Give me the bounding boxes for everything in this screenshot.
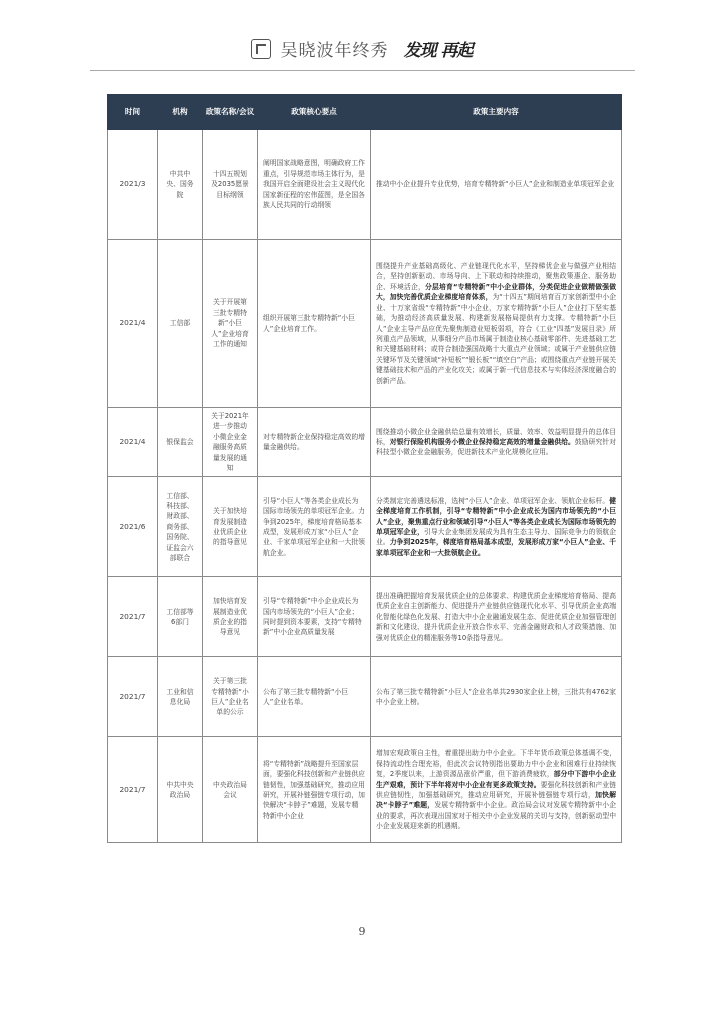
cell-org: 中共中央、国务院 xyxy=(158,130,203,240)
table-row xyxy=(108,477,622,577)
cell-date: 2021/7 xyxy=(108,657,158,737)
cell-date: 2021/4 xyxy=(108,240,158,408)
cell-policy-name: 关于第三批专精特新“小巨人”企业名单的公示 xyxy=(203,657,258,737)
cell-key-points: 将“专精特新”战略提升至国家层面，要强化科技创新和产业链供应链韧性，加强基础研究，推动应用研究，开展补链强链专项行动，加快解决“卡脖子”难题，发展专精特新中小企业 xyxy=(258,737,371,843)
column-header-key-points: 政策核心要点 xyxy=(258,95,371,130)
table-row xyxy=(108,130,622,240)
cell-org: 工业和信息化局 xyxy=(158,657,203,737)
cell-key-points: 组织开展第三批专精特新“小巨人”企业培育工作。 xyxy=(258,240,371,408)
content-text: 引导大企业集团发展成为具有生态主导力、国际竞争力的领航企业。 xyxy=(376,527,617,547)
cell-content xyxy=(371,657,622,737)
cell-org: 银保监会 xyxy=(158,408,203,477)
cell-key-points: 公布了第三批专精特新“小巨人”企业名单。 xyxy=(258,657,371,737)
table-row xyxy=(108,737,622,843)
content-text: 公布了第三批专精特新“小巨人”企业名单共2930家企业上榜，三批共有4762家中小企业上榜。 xyxy=(376,687,616,706)
content-text: 围绕推动小微企业金融供给总量有效增长，质量、效率、效益明显提升的总体目标， xyxy=(376,427,616,447)
cell-date: 2021/7 xyxy=(108,577,158,657)
cell-policy-name: 关于开展第三批专精特新“小巨人”企业培育工作的通知 xyxy=(203,240,258,408)
content-highlight: 健全梯度培育工作机制，引导“专精特新”中小企业成长为国内市场领先的“小巨人”企业，聚焦重点行业和领域引导“小巨人”等各类企业成长为国际市场领先的单项冠军企业， xyxy=(376,496,616,536)
policy-table xyxy=(107,94,622,843)
cell-key-points: 引导“专精特新”中小企业成长为国内市场领先的“小巨人”企业；同时提到资本要素，支持“专精特新”中小企业高质量发展 xyxy=(258,577,371,657)
content-text: 增加宏观政策自主性，着重提出助力中小企业。下半年货币政策总体基调不变，保持流动性合理充裕，但此次会议特别指出要助力中小企业和困难行业持续恢复，2季度以来，上游资源品涨价严重，但下游消费疲软， xyxy=(376,749,616,779)
content-text: 为“十四五”期间培育百万家创新型中小企业、十万家省级“专精特新”中小企业，万家专精特新“小巨人”企业打下坚实基础，为推动经济高质量发展、构建新发展格局提供有力支撑。专精特新“小巨人”企业主导产品应优先聚焦制造业短板弱项，符合《工业“四基”发展目录》所列重点产品领域，从事细分产品市场属于制造业核心基础零部件、先进基础工艺和关键基础材料；或符合制造强国战略十大重点产业领域；或属于产业链供应链关键环节及关键领域“补短板”“锻长板”“填空白”产品；或围绕重点产业链开展关键基础技术和产品的产业化攻关；或属于新一代信息技术与实体经济深度融合的创新产品。 xyxy=(376,293,616,385)
cell-org: 工信部等6部门 xyxy=(158,577,203,657)
cell-policy-name: 中央政治局会议 xyxy=(203,737,258,843)
content-highlight: 分层培育“专精特新”中小企业群体，分类促进企业做精做强做大，加快完善优质企业梯度培育体系， xyxy=(376,282,617,302)
cell-content xyxy=(371,408,622,477)
cell-date: 2021/3 xyxy=(108,130,158,240)
table-row xyxy=(108,577,622,657)
content-text: 要强化科技创新和产业链供应链韧性，加强基础研究，推动应用研究，开展补链强链专项行动， xyxy=(376,780,617,799)
cell-org: 工信部、科技部、财政部、商务部、国务院、证监会六部联合 xyxy=(158,477,203,577)
cell-key-points: 对专精特新企业保持稳定高效的增量金融供给。 xyxy=(258,408,371,477)
header-title: 吴晓波年终秀 xyxy=(280,41,389,61)
table-body xyxy=(108,130,622,843)
cell-date: 2021/6 xyxy=(108,477,158,577)
content-text: 发展专精特新中小企业。政治局会议对发展专精特新中小企业的要求，再次表现出国家对于相关中小企业发展的关切与支持，创新驱动型中小企业发展迎来新的机遇期。 xyxy=(376,801,617,831)
cell-content xyxy=(371,477,622,577)
cell-content xyxy=(371,737,622,843)
content-highlight: 部分中下游中小企业生产艰难，预计下半年将对中小企业有更多政策支持。 xyxy=(376,770,616,789)
cell-policy-name: 关于2021年进一步推动小微企业金融服务高质量发展的通知 xyxy=(203,408,258,477)
page-number: 9 xyxy=(358,925,366,938)
table-header-row xyxy=(108,95,622,130)
cell-policy-name: 十四五规划及2035愿景目标纲领 xyxy=(203,130,258,240)
cell-content xyxy=(371,240,622,408)
content-highlight: 对银行保险机构服务小微企业保持稳定高效的增量金融供给。 xyxy=(389,438,575,447)
cell-key-points: 阐明国家战略意图，明确政府工作重点，引导规范市场主体行为，是我国开启全面建设社会主义现代化国家新征程的宏伟蓝图，是全国各族人民共同的行动纲领 xyxy=(258,130,371,240)
column-header-name: 政策名称/会议 xyxy=(203,95,258,130)
content-text: 分类制定完善遴选标准，选树“小巨人”企业、单项冠军企业、领航企业标杆。 xyxy=(376,496,610,505)
cell-org: 中共中央政治局 xyxy=(158,737,203,843)
cell-date: 2021/7 xyxy=(108,737,158,843)
cell-content xyxy=(371,577,622,657)
cell-content xyxy=(371,130,622,240)
content-text: 围绕提升产业基础高级化、产业链现代化水平，坚持梯优企业与做强产业相结合，坚持创新驱动、市场导向、上下联动和持续推动，聚焦政策惠企、服务助企、环境活企， xyxy=(376,262,616,291)
cell-policy-name: 加快培育发展制造业优质企业的指导意见 xyxy=(203,577,258,657)
column-header-date: 时间 xyxy=(108,95,158,130)
content-text: 提出准确把握培育发展优质企业的总体要求、构建优质企业梯度培育格局、提高优质企业自主创新能力、促进提升产业链供应链现代化水平、引导优质企业高端化智能化绿色化发展、打造大中小企业融通发展生态、促进优质企业加强管理创新和文化建设、提升优质企业开放合作水平、完善金融财政和人才政策措施、加强对优质企业的精准服务等10条指导意见。 xyxy=(376,591,616,642)
content-highlight: 加快解决“卡脖子”难题， xyxy=(376,790,617,810)
content-text: 推动中小企业提升专业优势，培育专精特新“小巨人”企业和制造业单项冠军企业 xyxy=(376,180,615,189)
content-highlight: 力争到2025年，梯度培育格局基本成型，发展形成万家“小巨人”企业、千家单项冠军企业和一大批领航企业。 xyxy=(376,538,616,557)
header-brand-logo: 发现 再起 xyxy=(403,41,473,61)
cell-key-points: 引导“小巨人”等各类企业成长为国际市场领先的单项冠军企业。力争到2025年，梯度培育格局基本成型，发展形成万家“小巨人”企业、千家单项冠军企业和一大批领航企业。 xyxy=(258,477,371,577)
header-divider xyxy=(90,70,635,71)
content-text: 鼓励研究针对科技型小微企业金融服务，促进新技术产业化规模化应用。 xyxy=(376,438,617,457)
table-row xyxy=(108,240,622,408)
column-header-content: 政策主要内容 xyxy=(371,95,622,130)
cell-policy-name: 关于加快培育发展制造业优质企业的指导意见 xyxy=(203,477,258,577)
page-header xyxy=(0,36,724,60)
logo-icon xyxy=(251,39,271,59)
cell-org: 工信部 xyxy=(158,240,203,408)
table-row xyxy=(108,408,622,477)
cell-date: 2021/4 xyxy=(108,408,158,477)
column-header-org: 机构 xyxy=(158,95,203,130)
table-row xyxy=(108,657,622,737)
